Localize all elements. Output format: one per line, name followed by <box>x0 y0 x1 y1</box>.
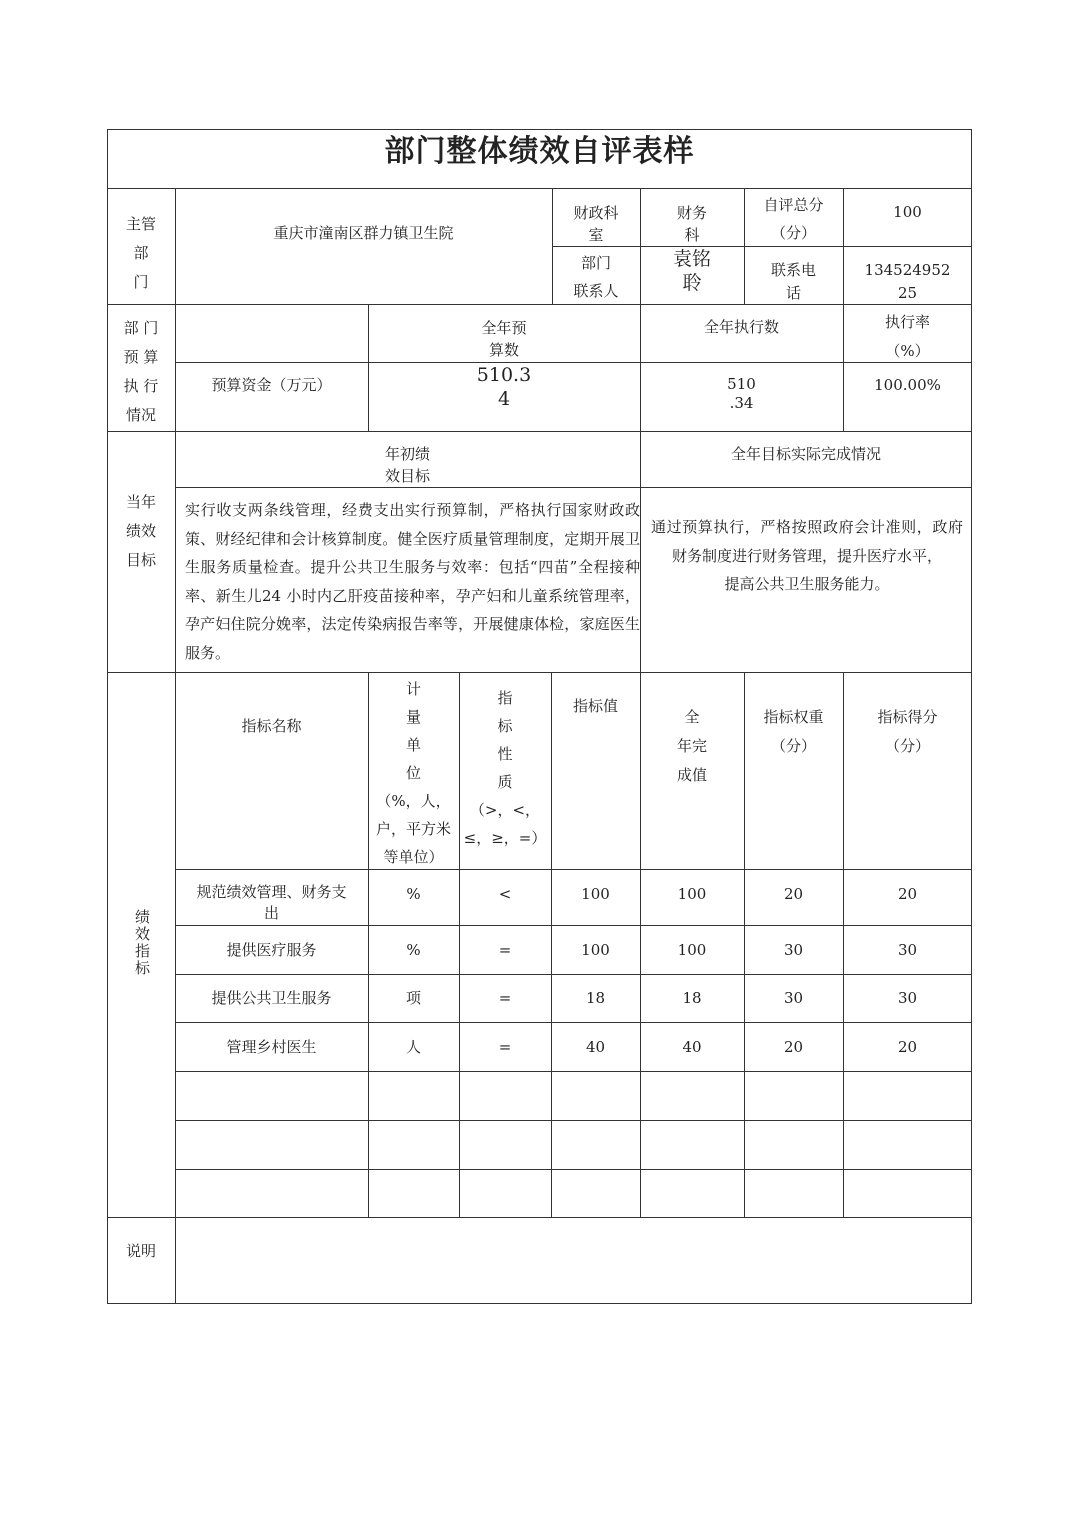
budget-row-label: 预算资金（万元） <box>211 376 332 394</box>
indicator-row-2-actual: 100 <box>677 941 707 959</box>
indicator-row-4-weight: 20 <box>783 1038 804 1056</box>
indicator-row-1-target: 100 <box>581 885 610 903</box>
indicator-row-3-score: 30 <box>897 989 918 1007</box>
indicator-row-2-nature: = <box>498 941 512 959</box>
form-title: 部门整体绩效自评表样 <box>384 134 695 169</box>
indicator-name-header: 指标名称 <box>241 717 302 735</box>
indicator-row-4-unit: 人 <box>405 1038 421 1056</box>
indicator-row-4-actual: 40 <box>682 1038 702 1056</box>
indicator-row-3-name: 提供公共卫生服务 <box>211 989 332 1007</box>
actual-goals-text: 通过预算执行，严格按照政府会计准则，政府财务制度进行财务管理，提升医疗水平， 提高公共卫生服务能力。 <box>651 518 963 593</box>
indicator-row-1-unit: % <box>406 885 421 903</box>
indicator-row-1-name: 规范绩效管理、财务支 出 <box>196 883 347 922</box>
dept-name: 重庆市潼南区群力镇卫生院 <box>273 224 454 242</box>
indicator-row-3-actual: 18 <box>682 989 702 1007</box>
indicator-row-2-name: 提供医疗服务 <box>226 941 317 959</box>
border-bottom <box>107 1303 972 1304</box>
rate-value: 100.00% <box>874 376 941 394</box>
indicator-row-4-name: 管理乡村医生 <box>226 1038 317 1056</box>
actual-col-header: 全年执行数 <box>703 318 779 336</box>
budget-value: 510.3 4 <box>476 364 532 410</box>
phone-label: 联系电 话 <box>770 261 816 302</box>
indicator-row-2-unit: % <box>406 941 421 959</box>
note-content <box>175 1217 972 1303</box>
border-left <box>107 129 108 1304</box>
indicator-row-3-nature: = <box>498 989 512 1007</box>
finance-office-label: 财政科 室 <box>573 204 619 244</box>
finance-section-value: 财务 科 <box>676 204 707 244</box>
rate-col-header: 执行率 （%） <box>884 313 930 360</box>
phone-value: 134524952 25 <box>864 261 951 302</box>
indicator-row-2-target: 100 <box>581 941 610 959</box>
indicators-section-label: 绩效指标 <box>133 909 151 977</box>
indicator-row-4-nature: = <box>498 1038 512 1056</box>
actual-goals-header: 全年目标实际完成情况 <box>730 445 881 463</box>
initial-goals-header: 年初绩 效目标 <box>384 445 430 485</box>
self-score-label: 自评总分 （分） <box>763 196 824 242</box>
indicator-row-3-target: 18 <box>585 989 606 1007</box>
indicator-score-header: 指标得分 （分） <box>877 708 938 755</box>
actual-value: 510 .34 <box>727 375 756 412</box>
indicator-weight-header: 指标权重 （分） <box>763 708 824 755</box>
indicator-row-1-score: 20 <box>897 885 918 903</box>
note-label: 说明 <box>125 1242 156 1260</box>
budget-col-header: 全年预 算数 <box>481 319 527 359</box>
indicator-nature-header: 指 标 性 质 （>，<， ≤，≥，=） <box>463 689 547 847</box>
indicator-row-3-unit: 项 <box>405 989 421 1007</box>
evaluation-form <box>107 129 972 1303</box>
contact-name: 袁铭 聆 <box>672 248 711 294</box>
indicator-row-3-weight: 30 <box>783 989 804 1007</box>
indicator-target-header: 指标值 <box>572 697 618 715</box>
dept-label: 主管 部 门 <box>125 215 156 291</box>
indicator-row-2-weight: 30 <box>783 941 804 959</box>
border-top <box>107 129 972 130</box>
indicator-row-2-score: 30 <box>897 941 918 959</box>
indicator-row-4-target: 40 <box>585 1038 606 1056</box>
budget-section-label: 部 门 预 算 执 行 情况 <box>123 319 159 424</box>
indicator-row-1-nature: < <box>498 885 512 903</box>
indicator-row-1-weight: 20 <box>783 885 804 903</box>
goals-section-label: 当年 绩效 目标 <box>125 493 156 569</box>
initial-goals-text: 实行收支两条线管理，经费支出实行预算制，严格执行国家财政政策、财经纪律和会计核算制度。健全医疗质量管理制度，定期开展卫生服务质量检查。提升公共卫生服务与效率：包括“四苗”全程接种率、新生儿24 小时内乙肝疫苗接种率，孕产妇和儿童系统管理率，孕产妇住院分娩率，法定传染病报告率等，开展健康体检，家庭医生服务。 <box>185 501 640 662</box>
indicator-unit-header: 计 量 单 位 （%，人， 户，平方米 等单位） <box>375 680 451 866</box>
indicator-row-4-score: 20 <box>897 1038 918 1056</box>
indicator-row-1-actual: 100 <box>677 885 707 903</box>
contact-label: 部门 联系人 <box>573 254 619 300</box>
indicator-actual-header: 全 年完 成值 <box>676 708 707 784</box>
self-score-value: 100 <box>893 203 922 221</box>
